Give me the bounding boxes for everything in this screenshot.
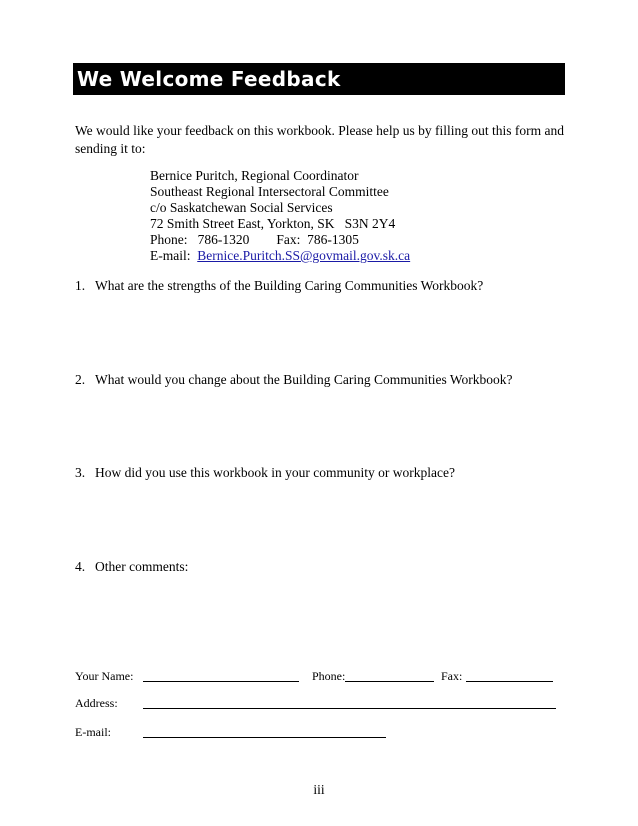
- question-text: What are the strengths of the Building Caring Communities Workbook?: [95, 278, 484, 293]
- question-number: 2.: [75, 372, 86, 387]
- name-label: Your Name:: [75, 669, 134, 683]
- address-field[interactable]: [143, 708, 556, 709]
- address-phone-fax: Phone: 786-1320 Fax: 786-1305: [150, 232, 359, 247]
- fax-label: Fax:: [441, 669, 463, 683]
- email-field[interactable]: [143, 737, 386, 738]
- phone-field[interactable]: [345, 681, 434, 682]
- email-link[interactable]: Bernice.Puritch.SS@govmail.gov.sk.ca: [197, 248, 411, 263]
- page-number: iii: [313, 782, 325, 797]
- email-field-label: E-mail:: [75, 725, 111, 739]
- question-number: 1.: [75, 278, 86, 293]
- question-number: 3.: [75, 465, 86, 480]
- email-label: E-mail:: [150, 248, 198, 263]
- question-1: [75, 278, 483, 294]
- address-line-committee: Southeast Regional Intersectoral Committee: [150, 184, 389, 199]
- address-line-org: c/o Saskatchewan Social Services: [150, 200, 333, 215]
- address-line-street: 72 Smith Street East, Yorkton, SK S3N 2Y4: [150, 216, 396, 231]
- address-label: Address:: [75, 696, 118, 710]
- question-text: What would you change about the Building Caring Communities Workbook?: [95, 372, 513, 387]
- phone-label: Phone:: [312, 669, 346, 683]
- question-text: How did you use this workbook in your community or workplace?: [95, 465, 455, 480]
- question-number: 4.: [75, 559, 86, 574]
- page-title: We Welcome Feedback: [73, 63, 565, 95]
- question-text: Other comments:: [95, 559, 189, 574]
- question-2: [75, 372, 512, 388]
- name-field[interactable]: [143, 681, 299, 682]
- intro-text: We would like your feedback on this workbook. Please help us by filling out this form and sending it to:: [75, 123, 564, 156]
- fax-field[interactable]: [466, 681, 553, 682]
- address-email-row: [150, 248, 410, 264]
- question-4: [75, 559, 188, 575]
- mailing-address: [150, 168, 410, 264]
- question-3: [75, 465, 455, 481]
- address-line-name: Bernice Puritch, Regional Coordinator: [150, 168, 359, 183]
